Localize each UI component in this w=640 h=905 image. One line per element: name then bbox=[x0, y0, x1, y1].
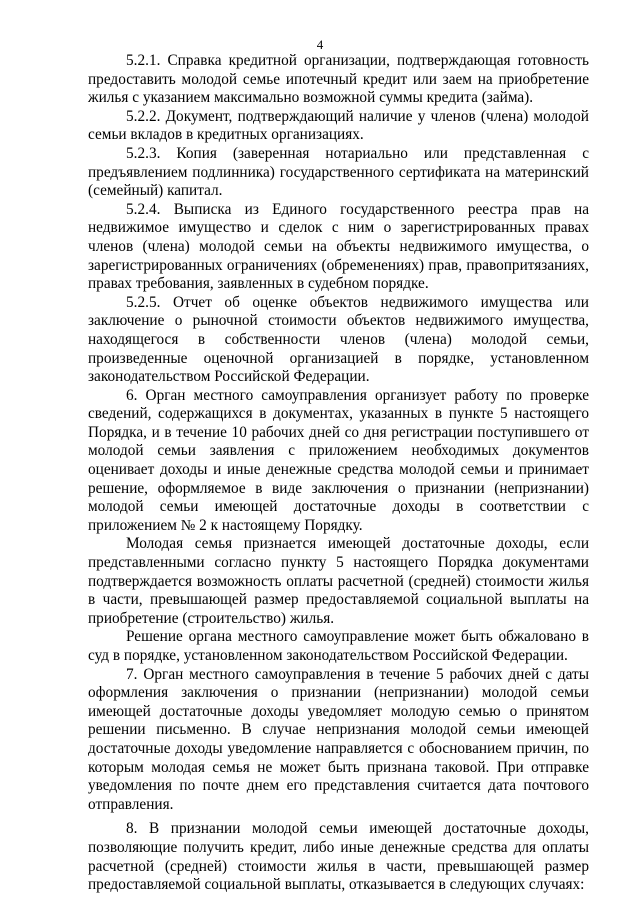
paragraph-8: 8. В признании молодой семьи имеющей достаточные доходы, позволяющие получить кредит, либо иные денежные средства для оплаты расчетной (средней) стоимости жилья в части, превышающей размер предоставляемой социальной выплаты, отказывается в следующих случаях: bbox=[88, 820, 589, 894]
paragraph-6: 6. Орган местного самоуправления организует работу по проверке сведений, содержащихся в документах, указанных в пункте 5 настоящего Порядка, и в течение 10 рабочих дней со дня регистрации поступившего от молодой семьи заявления с приложением необходимых документов оценивает доходы и иные денежные средства молодой семьи и принимает решение, оформляемое в виде заключения о признании (непризнании) молодой семьи имеющей достаточные доходы в соответствии с приложением № 2 к настоящему Порядку. bbox=[88, 386, 589, 534]
page-number: 4 bbox=[316, 37, 324, 52]
paragraph-5-2-2: 5.2.2. Документ, подтверждающий наличие у членов (члена) молодой семьи вкладов в кредитных организациях. bbox=[88, 107, 589, 144]
paragraph-5-2-3: 5.2.3. Копия (заверенная нотариально или представленная с предъявлением подлинника) государственного сертификата на материнский (семейный) капитал. bbox=[88, 144, 589, 200]
document-body bbox=[88, 52, 589, 895]
paragraph-5-2-1: 5.2.1. Справка кредитной организации, подтверждающая готовность предоставить молодой семье ипотечный кредит или заем на приобретение жилья с указанием максимально возможной суммы кредита (займа). bbox=[88, 52, 589, 107]
paragraph-7: 7. Орган местного самоуправления в течение 5 рабочих дней с даты оформления заключения о признании (непризнании) молодой семьи имеющей достаточные доходы уведомляет молодую семью о принятом решении письменно. В случае непризнания молодой семьи имеющей достаточные доходы уведомление направляется с обоснованием причин, по которым молодая семья не может быть признана таковой. При отправке уведомления по почте днем его представления считается дата почтового отправления. bbox=[88, 665, 589, 813]
paragraph-6-sufficient-income: Молодая семья признается имеющей достаточные доходы, если представленными согласно пункту 5 настоящего Порядка документами подтверждается возможность оплаты расчетной (средней) стоимости жилья в части, превышающей размер предоставляемой социальной выплаты на приобретение (строительство) жилья. bbox=[88, 535, 589, 627]
paragraph-5-2-4: 5.2.4. Выписка из Единого государственного реестра прав на недвижимое имущество и сделок с ним о зарегистрированных правах членов (члена) молодой семьи на объекты недвижимого имущества, о зарегистрированных ограничениях (обременениях) прав, правопритязаниях, правах требования, заявленных в судебном порядке. bbox=[88, 200, 589, 293]
paragraph-6-appeal: Решение органа местного самоуправление может быть обжаловано в суд в порядке, установленном законодательством Российской Федерации. bbox=[88, 628, 589, 664]
paragraph-5-2-5: 5.2.5. Отчет об оценке объектов недвижимого имущества или заключение о рыночной стоимости объектов недвижимого имущества, находящегося в собственности членов (члена) молодой семьи, произведенные оценочной организацией в порядке, установленном законодательством Российской Федерации. bbox=[88, 293, 589, 386]
